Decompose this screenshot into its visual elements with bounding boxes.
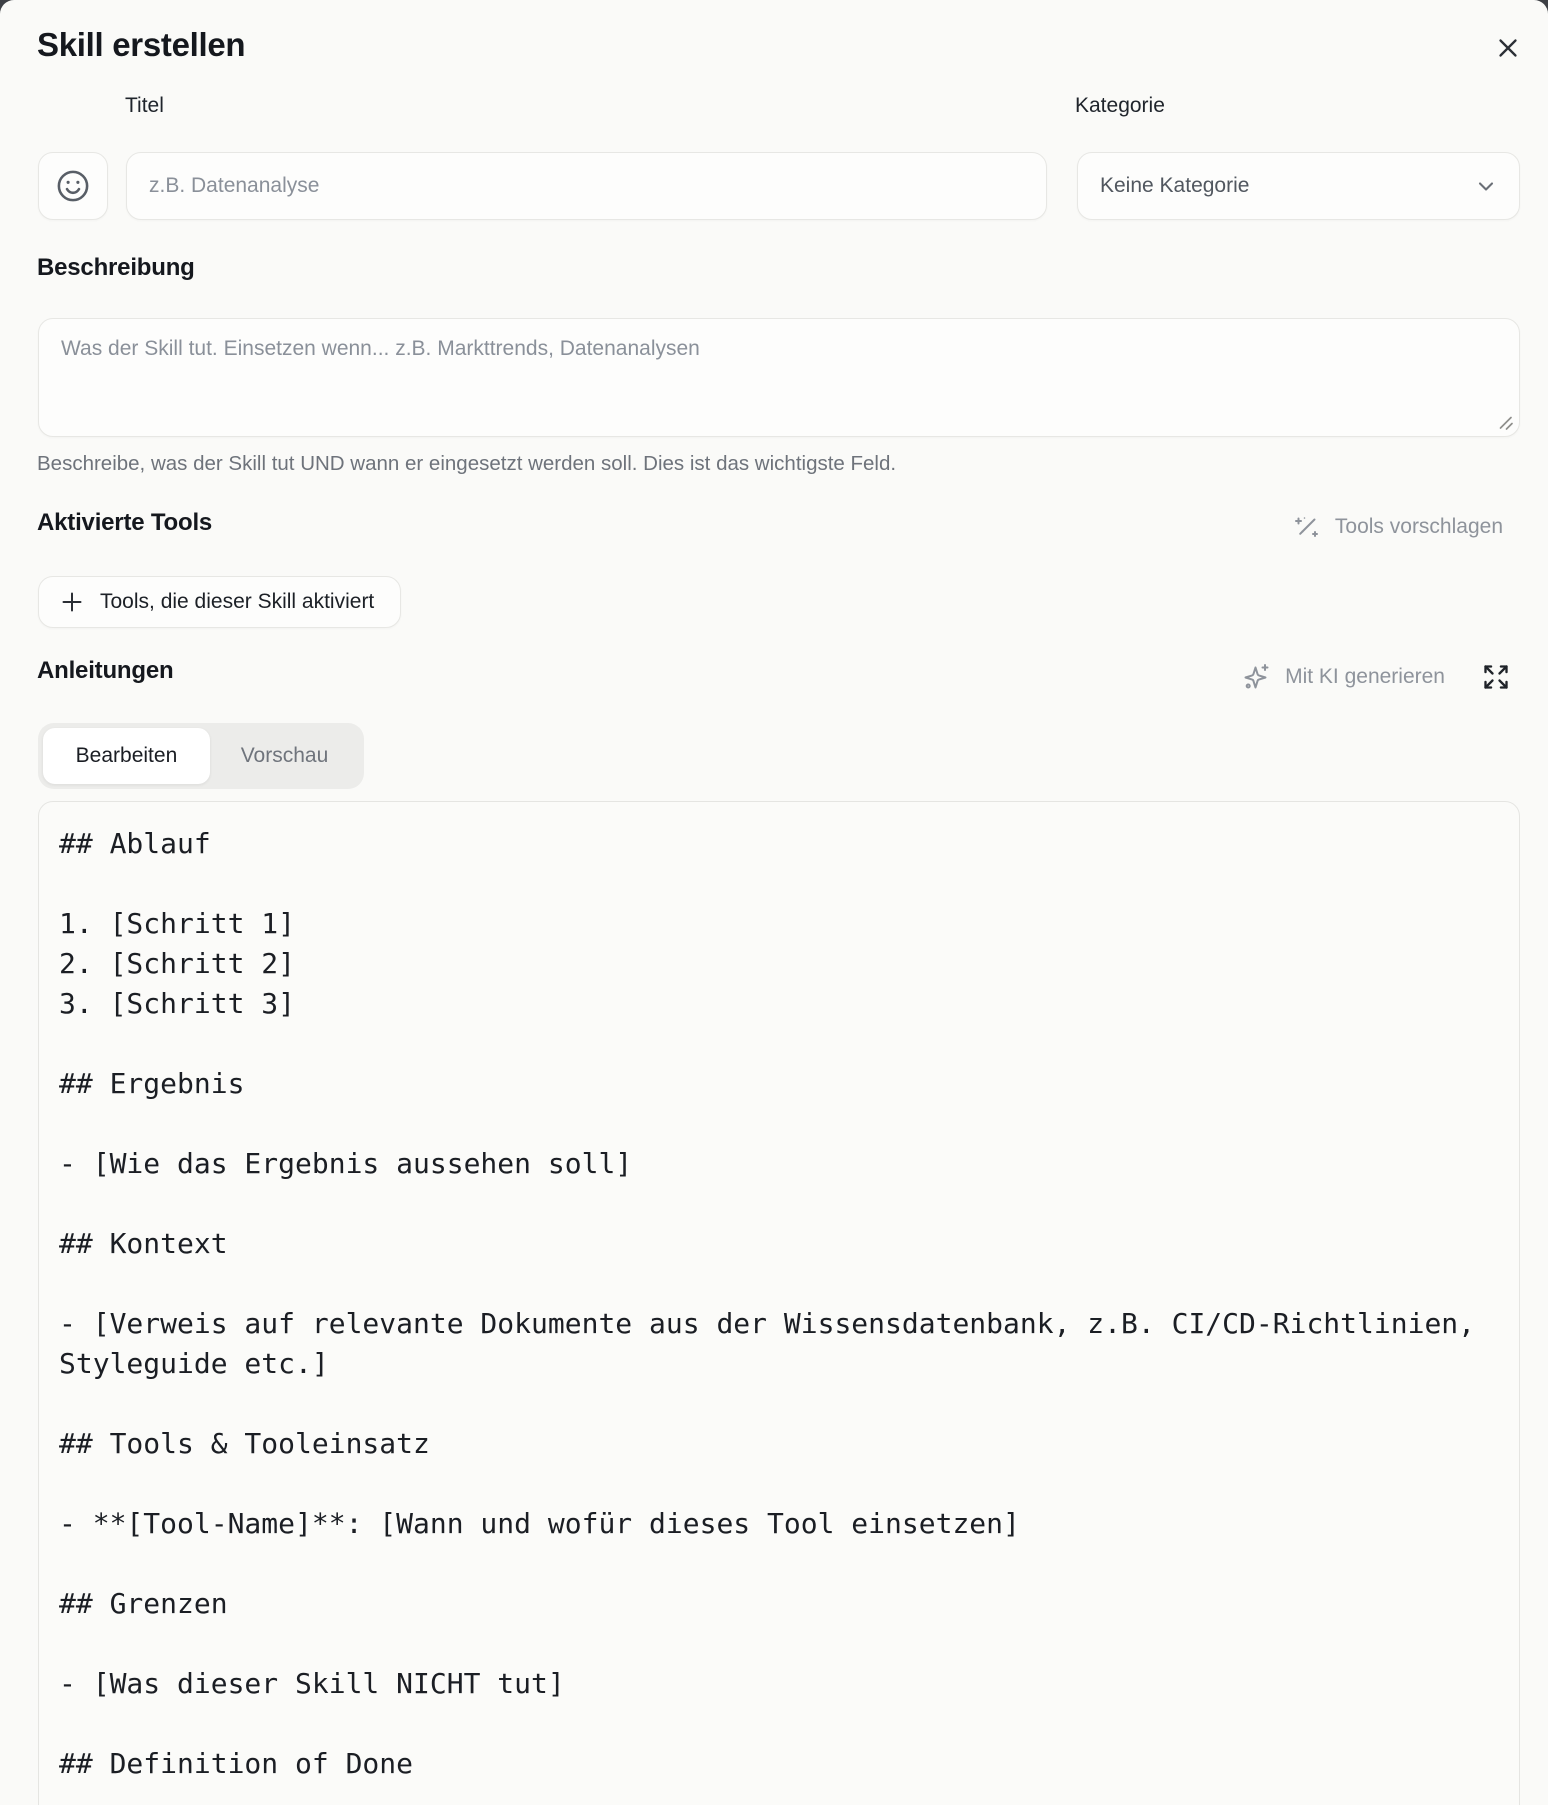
add-tools-button[interactable]	[38, 576, 401, 628]
editor-mode-tabs	[38, 723, 364, 789]
category-selected-value: Keine Kategorie	[1100, 174, 1250, 197]
suggest-tools-label: Tools vorschlagen	[1334, 515, 1503, 538]
close-icon	[1493, 33, 1523, 63]
close-button[interactable]	[1486, 26, 1530, 70]
fullscreen-button[interactable]	[1482, 663, 1510, 691]
description-heading: Beschreibung	[37, 254, 195, 281]
suggest-tools-button[interactable]	[1292, 512, 1503, 542]
emoji-picker-button[interactable]	[38, 152, 108, 220]
activated-tools-heading: Aktivierte Tools	[37, 509, 213, 536]
generate-with-ai-button[interactable]	[1242, 662, 1445, 692]
chevron-down-icon	[1475, 175, 1497, 197]
instructions-heading: Anleitungen	[37, 657, 174, 684]
generate-with-ai-label: Mit KI generieren	[1285, 665, 1445, 688]
wand-sparkles-icon	[1292, 512, 1322, 542]
title-field-label: Titel	[125, 94, 164, 117]
add-tools-label: Tools, die dieser Skill aktiviert	[100, 590, 375, 613]
instructions-editor[interactable]	[38, 801, 1520, 1805]
dialog-title: Skill erstellen	[37, 26, 246, 63]
category-select[interactable]	[1077, 152, 1520, 220]
skill-title-input[interactable]	[126, 152, 1047, 220]
description-textarea[interactable]	[38, 318, 1520, 437]
description-field-wrap	[38, 318, 1520, 437]
tab-vorschau[interactable]: Vorschau	[210, 728, 359, 784]
sparkles-icon	[1242, 662, 1272, 692]
tab-bearbeiten[interactable]: Bearbeiten	[43, 728, 210, 784]
instructions-editor-wrap	[38, 801, 1520, 1805]
category-field-label: Kategorie	[1075, 94, 1165, 117]
plus-icon	[59, 589, 85, 615]
description-help-text: Beschreibe, was der Skill tut UND wann er eingesetzt werden soll. Dies ist das wichtigste Feld.	[37, 452, 897, 475]
instructions-actions	[1242, 662, 1510, 692]
smiley-icon	[54, 167, 92, 205]
expand-icon	[1482, 663, 1510, 691]
